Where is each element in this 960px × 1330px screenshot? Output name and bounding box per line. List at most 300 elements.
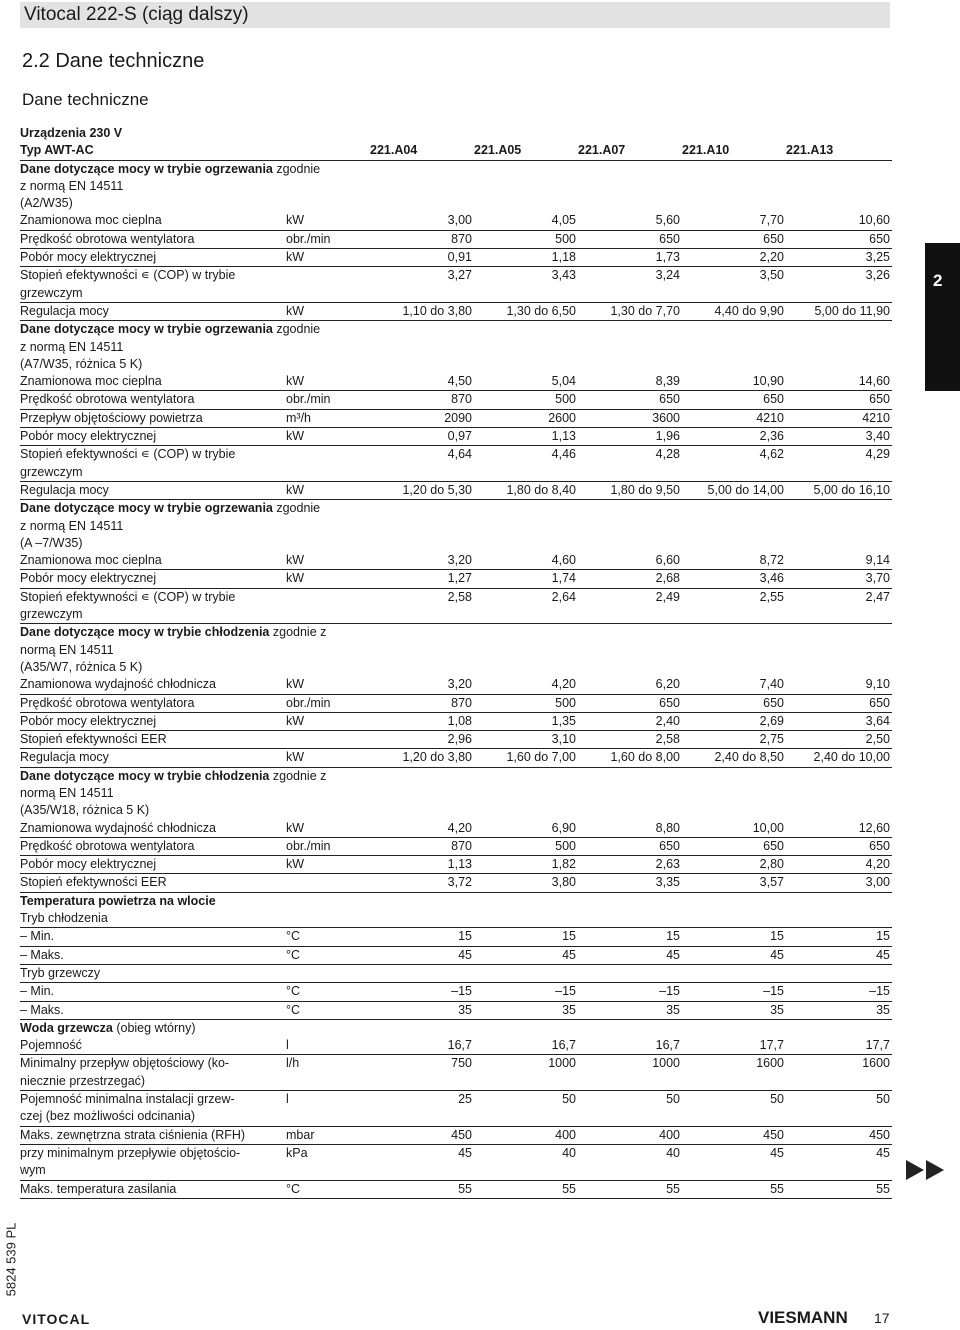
row-value: 35 [370, 1001, 474, 1019]
empty-cell [682, 285, 786, 303]
row-value: 14,60 [786, 373, 892, 391]
empty-cell [474, 624, 578, 642]
table-row [20, 606, 892, 624]
table-row [20, 500, 892, 518]
empty-cell [786, 892, 892, 910]
row-label: Przepływ objętościowy powietrza [20, 409, 286, 427]
empty-cell [682, 624, 786, 642]
row-label-continued: grzewczym [20, 464, 286, 482]
row-value: 50 [562, 1092, 576, 1107]
empty-cell [786, 1019, 892, 1037]
empty-cell [286, 606, 370, 624]
empty-cell [286, 1073, 370, 1091]
group-heading-line: z normą EN 14511 [20, 518, 124, 533]
row-value: 7,40 [682, 676, 786, 694]
row-value: 1,10 do 3,80 [370, 302, 474, 320]
row-label: Prędkość obrotowa wentylatora [20, 837, 286, 855]
empty-cell [286, 535, 370, 552]
empty-cell [682, 160, 786, 178]
row-value: 1,20 do 3,80 [370, 749, 474, 767]
row-unit [286, 731, 370, 749]
row-value: –15 [474, 983, 578, 1001]
empty-cell [578, 1073, 682, 1091]
row-unit [286, 910, 370, 928]
empty-cell [682, 339, 786, 356]
header-bar [20, 2, 890, 28]
spec-table [20, 125, 892, 1199]
row-value: 45 [786, 946, 892, 964]
row-unit: kW [286, 428, 370, 446]
row-unit: kW [286, 302, 370, 320]
row-value: 650 [682, 837, 786, 855]
empty-cell [786, 802, 892, 819]
empty-cell [474, 321, 578, 339]
row-value: 650 [682, 230, 786, 248]
row-unit [286, 588, 370, 606]
empty-cell [474, 964, 578, 982]
row-value: 55 [578, 1180, 682, 1198]
empty-cell [786, 518, 892, 535]
row-label: Maks. zewnętrzna strata ciśnienia (RFH) [20, 1126, 286, 1144]
row-value: 2,64 [551, 589, 576, 604]
empty-cell [286, 178, 370, 195]
table-row [20, 249, 892, 267]
row-value: 45 [370, 946, 474, 964]
empty-cell [682, 606, 786, 624]
row-unit: obr./min [286, 230, 370, 248]
row-unit: kW [286, 820, 370, 838]
row-value: 870 [370, 391, 474, 409]
row-value: 2,63 [578, 856, 682, 874]
row-unit: kW [286, 712, 370, 730]
empty-cell [786, 321, 892, 339]
empty-cell [370, 642, 474, 659]
row-label: Pojemność minimalna instalacji grzew- [20, 1092, 235, 1107]
empty-cell [578, 518, 682, 535]
row-value: 650 [682, 391, 786, 409]
empty-cell [474, 195, 578, 212]
row-value: 50 [770, 1092, 784, 1107]
row-value: 5,04 [474, 373, 578, 391]
row-value: 50 [666, 1092, 680, 1107]
page-number: 17 [874, 1310, 890, 1326]
empty-cell [474, 802, 578, 819]
row-label: Pobór mocy elektrycznej [20, 712, 286, 730]
empty-cell [682, 195, 786, 212]
empty-cell [786, 339, 892, 356]
row-value: 45 [682, 946, 786, 964]
row-value: 5,00 do 16,10 [786, 481, 892, 499]
empty-cell [786, 767, 892, 785]
empty-cell [578, 802, 682, 819]
empty-cell [286, 802, 370, 819]
empty-cell [786, 1162, 892, 1180]
empty-cell [370, 321, 474, 339]
table-row [20, 1091, 892, 1109]
row-value: 3,43 [551, 268, 576, 283]
row-value: 3,72 [370, 874, 474, 892]
row-unit: obr./min [286, 391, 370, 409]
table-row [20, 712, 892, 730]
row-value: 1,30 do 6,50 [474, 302, 578, 320]
table-row [20, 1037, 892, 1055]
row-value: 2,80 [682, 856, 786, 874]
empty-cell [578, 125, 682, 142]
group-heading-bold: Dane dotyczące mocy w trybie ogrzewania [20, 501, 273, 516]
row-value: 1000 [652, 1056, 680, 1071]
row-value: 17,7 [786, 1037, 892, 1055]
table-row [20, 694, 892, 712]
table-row [20, 481, 892, 499]
row-unit: °C [286, 928, 370, 946]
empty-cell [370, 892, 474, 910]
group-heading-line: (A –7/W35) [20, 535, 83, 550]
row-value: 450 [682, 1126, 786, 1144]
group-heading-bold: Dane dotyczące mocy w trybie chłodzenia [20, 625, 270, 640]
row-value: 10,00 [682, 820, 786, 838]
row-label: – Maks. [20, 1001, 286, 1019]
row-label: Pobór mocy elektrycznej [20, 249, 286, 267]
empty-cell [578, 339, 682, 356]
viessmann-logo: VIESMANN [758, 1308, 848, 1327]
empty-cell [474, 1019, 578, 1037]
row-label: Stopień efektywności EER [20, 731, 286, 749]
type-label: Typ AWT-AC [20, 142, 286, 160]
table-row [20, 785, 892, 802]
row-unit: °C [286, 946, 370, 964]
table-row [20, 391, 892, 409]
empty-cell [286, 125, 370, 142]
row-unit: l/h [286, 1056, 300, 1071]
row-label: Stopień efektywności ∊ (COP) w trybie [20, 268, 236, 283]
row-value: 10,60 [786, 212, 892, 230]
empty-cell [370, 785, 474, 802]
row-value: 1,73 [578, 249, 682, 267]
row-value: 40 [666, 1145, 680, 1160]
row-value: 15 [370, 928, 474, 946]
table-row [20, 624, 892, 642]
row-value: 7,70 [682, 212, 786, 230]
empty-cell [370, 767, 474, 785]
row-unit: kW [286, 676, 370, 694]
group-heading-line: (A35/W7, różnica 5 K) [20, 659, 143, 674]
row-value: 16,7 [578, 1037, 682, 1055]
row-value: 12,60 [786, 820, 892, 838]
empty-cell [286, 285, 370, 303]
table-row [20, 373, 892, 391]
empty-cell [474, 125, 578, 142]
empty-cell [370, 195, 474, 212]
empty-cell [682, 1073, 786, 1091]
row-value: 750 [451, 1056, 472, 1071]
empty-cell [682, 356, 786, 373]
row-value: 2600 [474, 409, 578, 427]
empty-cell [578, 160, 682, 178]
empty-cell [578, 785, 682, 802]
group-heading [20, 500, 321, 518]
row-value: 1,60 do 7,00 [474, 749, 578, 767]
empty-cell [474, 1073, 578, 1091]
row-unit: kW [286, 249, 370, 267]
group-heading [20, 321, 321, 339]
table-row [20, 659, 892, 676]
empty-cell [786, 1108, 892, 1126]
empty-cell [682, 964, 786, 982]
model-header: 221.A10 [682, 142, 786, 160]
row-value: 1000 [548, 1056, 576, 1071]
empty-cell [786, 125, 892, 142]
row-value: 650 [786, 694, 892, 712]
table-row [20, 892, 892, 910]
table-row [20, 1019, 892, 1037]
row-value: 8,72 [682, 552, 786, 570]
row-value: 35 [682, 1001, 786, 1019]
row-unit: m³/h [286, 409, 370, 427]
empty-cell [370, 659, 474, 676]
empty-cell [286, 464, 370, 482]
row-value: 650 [578, 391, 682, 409]
row-value: 6,90 [474, 820, 578, 838]
table-row [20, 160, 892, 178]
empty-cell [682, 1108, 786, 1126]
row-value: 3,64 [786, 712, 892, 730]
row-value: 400 [578, 1126, 682, 1144]
chapter-tab [925, 243, 960, 391]
row-value: 1,18 [474, 249, 578, 267]
empty-cell [578, 964, 682, 982]
row-value: 55 [786, 1180, 892, 1198]
model-header: 221.A07 [578, 142, 682, 160]
row-label-continued: czej (bez możliwości odcinania) [20, 1108, 286, 1126]
empty-cell [370, 178, 474, 195]
empty-cell [370, 285, 474, 303]
model-header: 221.A05 [474, 142, 578, 160]
empty-cell [786, 160, 892, 178]
empty-cell [786, 500, 892, 518]
empty-cell [578, 285, 682, 303]
table-row [20, 212, 892, 230]
group-heading [20, 624, 327, 642]
row-label: Znamionowa wydajność chłodnicza [20, 676, 286, 694]
row-label: Stopień efektywności ∊ (COP) w trybie [20, 589, 236, 604]
row-value: 5,60 [578, 212, 682, 230]
row-value: 4,46 [551, 447, 576, 462]
row-value: 1,60 do 8,00 [578, 749, 682, 767]
row-value: 1600 [862, 1056, 890, 1071]
row-unit: kW [286, 373, 370, 391]
row-label: Tryb grzewczy [20, 964, 286, 982]
row-value: 35 [578, 1001, 682, 1019]
table-row [20, 910, 892, 928]
empty-cell [286, 1019, 370, 1037]
row-value: 45 [770, 1145, 784, 1160]
empty-cell [786, 910, 892, 928]
row-label-continued: grzewczym [20, 606, 286, 624]
header-title: Vitocal 222-S (ciąg dalszy) [24, 4, 249, 25]
empty-cell [578, 178, 682, 195]
row-value: 1,27 [370, 570, 474, 588]
table-row [20, 518, 892, 535]
empty-cell [682, 767, 786, 785]
row-unit: kW [286, 856, 370, 874]
row-value: 15 [682, 928, 786, 946]
row-value: 3,35 [578, 874, 682, 892]
table-row [20, 749, 892, 767]
row-value: 870 [370, 230, 474, 248]
group-heading-bold: Temperatura powietrza na wlocie [20, 893, 216, 908]
row-value: 2,96 [370, 731, 474, 749]
empty-cell [474, 1162, 578, 1180]
row-value: 55 [474, 1180, 578, 1198]
row-value: 650 [786, 837, 892, 855]
empty-cell [682, 1162, 786, 1180]
empty-cell [578, 892, 682, 910]
row-label: Znamionowa moc cieplna [20, 552, 286, 570]
empty-cell [578, 624, 682, 642]
empty-cell [578, 321, 682, 339]
row-value: –15 [786, 983, 892, 1001]
row-value: 650 [786, 391, 892, 409]
row-value: 2090 [370, 409, 474, 427]
table-row [20, 1180, 892, 1198]
empty-cell [578, 767, 682, 785]
row-value: 4,50 [370, 373, 474, 391]
row-value: 870 [370, 837, 474, 855]
group-heading-bold: Dane dotyczące mocy w trybie chłodzenia [20, 768, 270, 783]
empty-cell [786, 535, 892, 552]
row-value: 6,20 [578, 676, 682, 694]
row-value: 500 [474, 694, 578, 712]
row-label: Znamionowa moc cieplna [20, 373, 286, 391]
table-row [20, 1162, 892, 1180]
empty-cell [474, 767, 578, 785]
empty-cell [370, 160, 474, 178]
empty-cell [786, 624, 892, 642]
group-heading [20, 892, 286, 910]
row-value: 2,50 [786, 731, 892, 749]
table-row [20, 1144, 892, 1162]
empty-cell [286, 518, 370, 535]
row-value: 4,20 [474, 676, 578, 694]
table-row [20, 928, 892, 946]
empty-cell [474, 659, 578, 676]
row-label-continued: niecznie przestrzegać) [20, 1073, 286, 1091]
empty-cell [370, 518, 474, 535]
row-value: 40 [562, 1145, 576, 1160]
empty-cell [474, 892, 578, 910]
row-unit: kW [286, 552, 370, 570]
row-value: 3,50 [759, 268, 784, 283]
row-value: 4210 [786, 409, 892, 427]
empty-cell [786, 606, 892, 624]
empty-cell [370, 910, 474, 928]
row-unit: obr./min [286, 837, 370, 855]
table-row [20, 267, 892, 285]
empty-cell [474, 285, 578, 303]
row-label: Stopień efektywności EER [20, 874, 286, 892]
row-label: Tryb chłodzenia [20, 910, 286, 928]
group-heading-rest: zgodnie [272, 322, 321, 337]
empty-cell [786, 785, 892, 802]
group-heading-rest: zgodnie z [269, 625, 327, 640]
table-row [20, 178, 892, 195]
row-label: Pobór mocy elektrycznej [20, 856, 286, 874]
row-value: 450 [786, 1126, 892, 1144]
empty-cell [578, 1019, 682, 1037]
empty-cell [474, 910, 578, 928]
row-value: 400 [474, 1126, 578, 1144]
empty-cell [578, 464, 682, 482]
row-label: Prędkość obrotowa wentylatora [20, 391, 286, 409]
section-title: 2.2 Dane techniczne [22, 50, 205, 72]
group-heading-line: (A7/W35, różnica 5 K) [20, 356, 143, 371]
row-label: Znamionowa wydajność chłodnicza [20, 820, 286, 838]
row-value: 3600 [578, 409, 682, 427]
table-row [20, 428, 892, 446]
group-heading [20, 1019, 286, 1037]
row-label: przy minimalnym przepływie objętościo- [20, 1145, 241, 1160]
empty-cell [370, 624, 474, 642]
row-value: 6,60 [578, 552, 682, 570]
empty-cell [682, 1019, 786, 1037]
empty-cell [286, 142, 370, 160]
row-value: 1,74 [474, 570, 578, 588]
chapter-tab-label: 2 [933, 271, 943, 290]
empty-cell [682, 518, 786, 535]
row-value: 3,10 [474, 731, 578, 749]
row-label: Regulacja mocy [20, 302, 286, 320]
row-value: 2,68 [578, 570, 682, 588]
empty-cell [286, 892, 370, 910]
row-label-continued: grzewczym [20, 285, 286, 303]
empty-cell [578, 659, 682, 676]
table-row [20, 676, 892, 694]
model-header: 221.A13 [786, 142, 892, 160]
group-heading-bold: Dane dotyczące mocy w trybie ogrzewania [20, 322, 273, 337]
empty-cell [370, 606, 474, 624]
row-label: Stopień efektywności ∊ (COP) w trybie [20, 447, 236, 462]
table-row [20, 1126, 892, 1144]
empty-cell [578, 356, 682, 373]
row-value: 4,05 [474, 212, 578, 230]
empty-cell [286, 356, 370, 373]
group-heading-line: normą EN 14511 [20, 642, 114, 657]
empty-cell [474, 160, 578, 178]
table-row [20, 767, 892, 785]
empty-cell [578, 195, 682, 212]
row-value: 3,00 [786, 874, 892, 892]
empty-cell [286, 339, 370, 356]
row-value: 1,35 [474, 712, 578, 730]
row-value: 1,80 do 8,40 [474, 481, 578, 499]
row-value: 4,29 [865, 447, 890, 462]
row-label: Pobór mocy elektrycznej [20, 428, 286, 446]
table-row [20, 983, 892, 1001]
row-value: 5,00 do 11,90 [786, 302, 892, 320]
row-value: 2,20 [682, 249, 786, 267]
table-row [20, 964, 892, 982]
row-value: –15 [578, 983, 682, 1001]
row-value: 4,28 [655, 447, 680, 462]
row-unit: kW [286, 749, 370, 767]
table-row [20, 464, 892, 482]
row-value: 35 [786, 1001, 892, 1019]
row-value: 15 [474, 928, 578, 946]
row-value: –15 [370, 983, 474, 1001]
row-unit [286, 446, 370, 464]
empty-cell [474, 785, 578, 802]
row-value: 1,82 [474, 856, 578, 874]
